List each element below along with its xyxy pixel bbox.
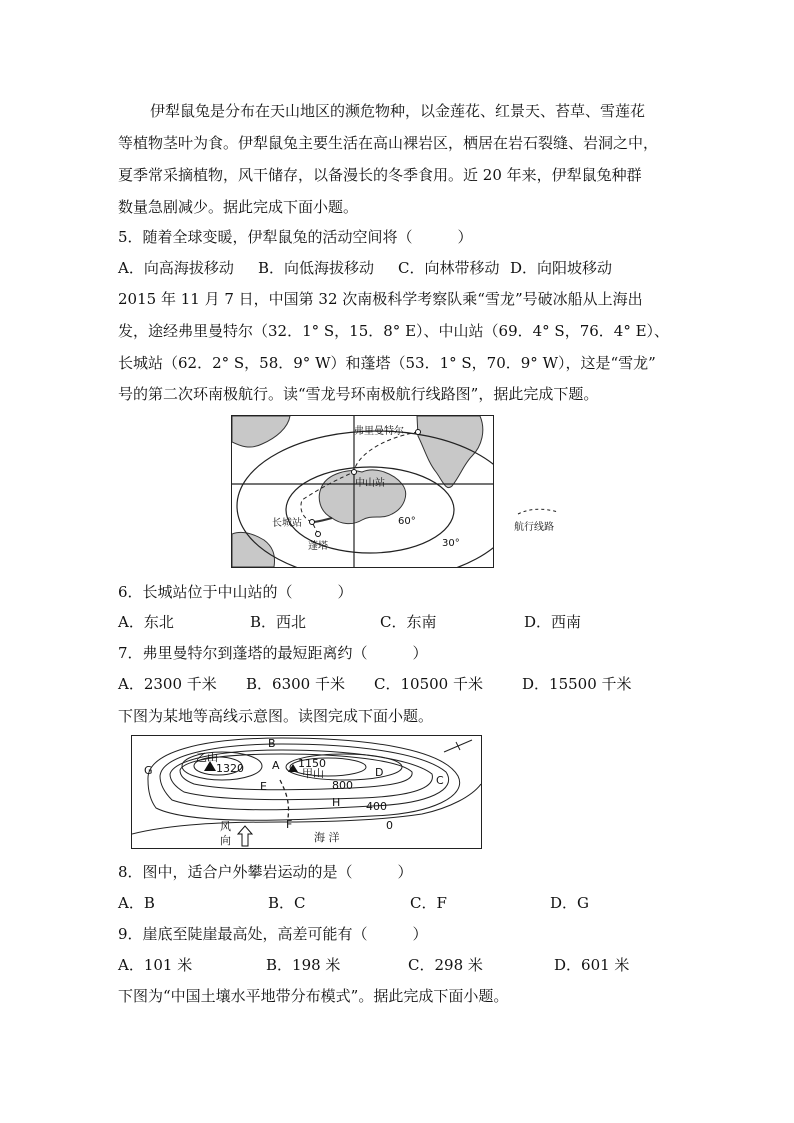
q7-stem: 7．弗里曼特尔到蓬塔的最短距离约（ ）: [118, 644, 428, 662]
passage2-line4: 号的第二次环南极航行。读“雪龙号环南极航行线路图”，据此完成下题。: [118, 385, 599, 403]
africa-land: [232, 416, 290, 447]
q8-option-d[interactable]: D．G: [550, 894, 590, 912]
q7-option-b[interactable]: B．6300 千米: [246, 675, 345, 693]
point-d: D: [375, 766, 384, 779]
route-legend-line: [518, 509, 558, 514]
q7-option-d[interactable]: D．15500 千米: [522, 675, 632, 693]
q5-stem: 5．随着全球变暖，伊犁鼠兔的活动空间将（ ）: [118, 228, 473, 246]
point-e: E: [260, 780, 267, 793]
q7-option-c[interactable]: C．10500 千米: [374, 675, 483, 693]
q9-option-b[interactable]: B．198 米: [266, 956, 341, 974]
south-america-land: [232, 532, 275, 567]
q9-option-d[interactable]: D．601 米: [554, 956, 630, 974]
wind-label-2: 向: [220, 834, 231, 847]
q7-options: [118, 674, 678, 694]
point-c: C: [436, 774, 444, 787]
zhongshan-point: [352, 470, 357, 475]
passage1-line2: 等植物茎叶为食。伊犁鼠兔主要生活在高山裸岩区，栖居在岩石裂缝、岩洞之中，: [118, 134, 659, 152]
contour-0-label: 0: [386, 819, 393, 832]
q5-option-b[interactable]: B．向低海拔移动: [258, 259, 375, 277]
q6-options: [118, 612, 678, 632]
punta-label: 蓬塔: [308, 541, 328, 552]
q8-option-c[interactable]: C．F: [410, 894, 447, 912]
yishan-elevation: 1320: [216, 762, 244, 775]
q5-options: [118, 258, 678, 278]
q6-option-b[interactable]: B．西北: [250, 613, 307, 631]
point-g: G: [144, 764, 153, 777]
q8-option-b[interactable]: B．C: [268, 894, 306, 912]
passage1-line4: 数量急剧减少。据此完成下面小题。: [118, 198, 359, 216]
compass-tick: [456, 742, 460, 750]
q6-option-d[interactable]: D．西南: [524, 613, 582, 631]
lat-30-label: 30°: [442, 538, 460, 549]
cliff-line: [280, 780, 289, 818]
route-legend-label: 航行线路: [514, 522, 554, 533]
q6-option-a[interactable]: A．东北: [118, 613, 174, 631]
intro-contour: 下图为某地等高线示意图。读图完成下面小题。: [118, 707, 434, 725]
zhongshan-label: 中山站: [355, 478, 385, 489]
wind-arrow-icon: [238, 826, 252, 846]
q5-option-d[interactable]: D．向阳坡移动: [510, 259, 613, 277]
q5-option-a[interactable]: A．向高海拔移动: [118, 259, 234, 277]
q9-options: [118, 955, 678, 975]
passage2-line3: 长城站（62．2° S，58．9° W）和蓬塔（53．1° S，70．9° W），这是“雪龙”: [118, 354, 656, 372]
lat-60-label: 60°: [398, 516, 416, 527]
point-a: A: [272, 759, 280, 772]
q7-option-a[interactable]: A．2300 千米: [118, 675, 217, 693]
antarctic-route-map: [231, 415, 494, 568]
yishan-label: 乙山: [196, 751, 218, 764]
fremantle-label: 弗里曼特尔: [354, 426, 404, 437]
punta-point: [316, 532, 321, 537]
antarctic-peninsula: [312, 518, 332, 522]
q6-option-c[interactable]: C．东南: [380, 613, 437, 631]
point-b: B: [268, 737, 276, 750]
contour-800-label: 800: [332, 779, 353, 792]
passage1-line1: 伊犁鼠兔是分布在天山地区的濒危物种，以金莲花、红景天、苔草、雪莲花: [150, 102, 646, 120]
q6-stem: 6．长城站位于中山站的（ ）: [118, 583, 353, 601]
passage2-line1: 2015 年 11 月 7 日，中国第 32 次南极科学考察队乘“雪龙”号破冰船从上海出: [118, 290, 643, 308]
jiashan-peak-icon: [288, 764, 298, 772]
passage1-line3: 夏季常采摘植物，风干储存，以备漫长的冬季食用。近 20 年来，伊犁鼠兔种群: [118, 166, 642, 184]
q9-stem: 9．崖底至陡崖最高处，高差可能有（ ）: [118, 925, 428, 943]
contour-400-label: 400: [366, 800, 387, 813]
route-legend: [510, 500, 570, 536]
fremantle-point: [416, 430, 421, 435]
contour-map: [131, 735, 482, 849]
q5-option-c[interactable]: C．向林带移动: [398, 259, 500, 277]
passage2-line2: 发，途经弗里曼特尔（32．1° S，15．8° E）、中山站（69．4° S，76．4° E）、: [118, 322, 670, 340]
q8-options: [118, 893, 678, 913]
sea-label: 海 洋: [314, 831, 340, 844]
point-f: F: [286, 818, 293, 831]
wind-label-1: 风: [220, 820, 231, 833]
changcheng-label: 长城站: [272, 518, 302, 529]
q8-option-a[interactable]: A．B: [118, 894, 155, 912]
point-h: H: [332, 796, 341, 809]
q8-stem: 8．图中，适合户外攀岩运动的是（ ）: [118, 863, 413, 881]
intro-soil: 下图为“中国土壤水平地带分布模式”。据此完成下面小题。: [118, 987, 509, 1005]
q9-option-a[interactable]: A．101 米: [118, 956, 193, 974]
jiashan-label: 甲山: [302, 767, 324, 780]
changcheng-point: [310, 520, 315, 525]
q9-option-c[interactable]: C．298 米: [408, 956, 483, 974]
jiashan-elevation: 1150: [298, 757, 326, 770]
